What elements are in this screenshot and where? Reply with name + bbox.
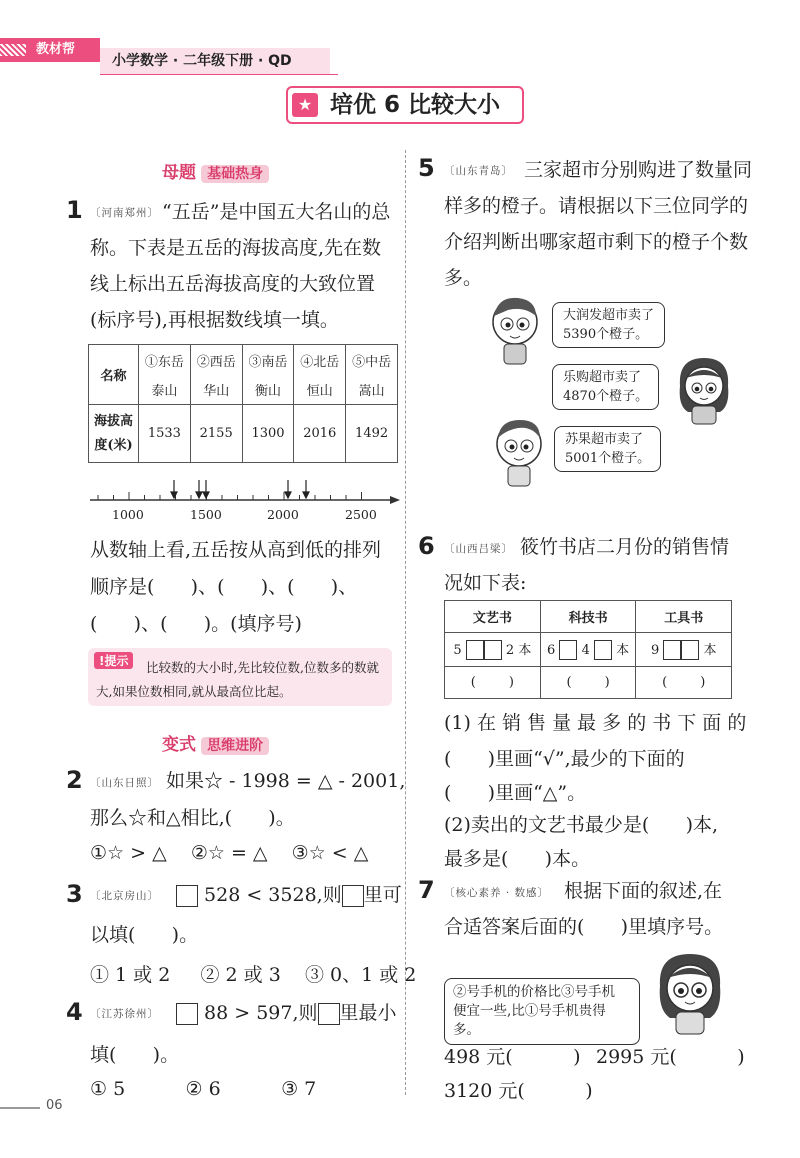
question-6-source: 〔山西吕梁〕 — [444, 543, 513, 555]
girl-icon — [674, 352, 734, 426]
section-advanced-tag: 思维进阶 — [201, 737, 269, 755]
question-4-line-2[interactable]: 填( )。 — [90, 1044, 180, 1066]
header-underline — [100, 74, 338, 75]
sales-head-1: 文艺书 — [445, 601, 541, 633]
question-7-line-2[interactable]: 合适答案后面的( )里填序号。 — [444, 916, 724, 938]
table-cell-name-3: ③南岳 衡山 — [242, 345, 294, 405]
question-2-options: ①☆ > △ ②☆ = △ ③☆ < △ — [90, 842, 369, 864]
table-head-height: 海拔高度(米) — [89, 405, 139, 463]
sales-blank-3[interactable]: ( ) — [636, 667, 732, 699]
axis-label-2000: 2000 — [267, 507, 299, 522]
question-number-1: 1 — [66, 196, 83, 224]
question-6-part-1-line-3[interactable]: ( )里画“△”。 — [444, 782, 587, 804]
answer-3120[interactable]: 3120 元( ) — [444, 1080, 593, 1102]
question-3-line-2[interactable]: 以填( )。 — [90, 924, 199, 946]
sales-head-2: 科技书 — [540, 601, 636, 633]
section-advanced — [162, 730, 269, 755]
axis-label-1500: 1500 — [190, 507, 222, 522]
sales-blank-2[interactable]: ( ) — [540, 667, 636, 699]
question-number-4: 4 — [66, 998, 83, 1026]
axis-label-2500: 2500 — [345, 507, 377, 522]
digit-box[interactable] — [176, 885, 198, 907]
question-2-line-2[interactable]: 那么☆和△相比,( )。 — [90, 807, 295, 829]
question-3-source: 〔北京房山〕 — [90, 890, 159, 902]
question-5-source: 〔山东青岛〕 — [444, 165, 513, 177]
question-7-line-1: 根据下面的叙述,在 — [564, 880, 723, 902]
page-title: 培优 6 比较大小 — [330, 92, 501, 118]
question-6-part-2-line-1[interactable]: (2)卖出的文艺书最少是( )本, — [444, 814, 719, 836]
table-cell-height-1: 1533 — [139, 405, 191, 463]
table-cell-name-4: ④北岳 恒山 — [294, 345, 346, 405]
page-number: 06 — [46, 1098, 63, 1113]
table-cell-name-5: ⑤中岳 嵩山 — [346, 345, 398, 405]
question-1-source: 〔河南郑州〕 — [90, 207, 159, 219]
question-2-source: 〔山东日照〕 — [90, 777, 159, 789]
section-advanced-label: 变式 — [162, 735, 196, 755]
question-4-line-1: 88 > 597,则 里最小 — [176, 998, 397, 1025]
sales-cell-science: 6 4 本 — [540, 633, 636, 667]
sales-cell-tools: 9 本 — [636, 633, 732, 667]
answer-498[interactable]: 498 元( ) — [444, 1046, 581, 1068]
question-1-body: “五岳”是中国五大名山的总称。下表是五岳的海拔高度,先在数线上标出五岳海拔高度的大致位置(标序号),再根据数线填一填。 — [90, 201, 391, 331]
question-4-options: ① 5 ② 6 ③ 7 — [90, 1078, 317, 1100]
speech-bubble-phone: ②号手机的价格比③号手机 便宜一些,比①号手机贵得多。 — [444, 978, 640, 1045]
question-1-line-1: 从数轴上看,五岳按从高到低的排列 — [90, 539, 382, 561]
header-subtitle: 小学数学 · 二年级下册 · QD — [112, 53, 292, 69]
question-6-line-2: 况如下表: — [444, 572, 527, 594]
sales-head-3: 工具书 — [636, 601, 732, 633]
header-stripe — [0, 44, 26, 56]
question-6-part-1-line-2[interactable]: ( )里画“√”,最少的下面的 — [444, 748, 685, 770]
question-number-7: 7 — [418, 876, 435, 904]
table-cell-height-2: 2155 — [190, 405, 242, 463]
footer-line — [0, 1107, 40, 1109]
star-icon: ★ — [292, 93, 318, 117]
section-basic-label: 母题 — [162, 163, 196, 183]
question-3-line-1: 528 < 3528,则 里可 — [176, 880, 402, 907]
question-number-5: 5 — [418, 154, 435, 182]
question-6-part-2-line-2[interactable]: 最多是( )本。 — [444, 848, 591, 870]
question-4-source: 〔江苏徐州〕 — [90, 1008, 159, 1020]
table-cell-height-4: 2016 — [294, 405, 346, 463]
question-7-source: 〔核心素养 · 数感〕 — [444, 887, 550, 899]
digit-box[interactable] — [318, 1003, 340, 1025]
arrow-down-icon — [171, 480, 309, 498]
question-5-text: 三家超市分别购进了数量同样多的橙子。请根据以下三位同学的介绍判断出哪家超市剩下的橙子个数多。 — [444, 159, 753, 289]
tip-tag: !提示 — [94, 652, 133, 669]
question-number-3: 3 — [66, 880, 83, 908]
sales-cell-literature: 5 2 本 — [445, 633, 541, 667]
speech-bubble-3: 苏果超市卖了 5001个橙子。 — [554, 426, 661, 472]
tip-text: 比较数的大小时,先比较位数,位数多的数就大,如果位数相同,就从最高位比起。 — [96, 660, 379, 699]
question-3-options: ① 1 或 2 ② 2 或 3 ③ 0、1 或 2 — [90, 964, 417, 986]
question-number-6: 6 — [418, 532, 435, 560]
section-basic-tag: 基础热身 — [201, 165, 269, 183]
table-cell-name-2: ②西岳 华山 — [190, 345, 242, 405]
question-6-line-1: 筱竹书店二月份的销售情 — [520, 536, 730, 558]
girl-icon — [650, 946, 730, 1036]
section-basic — [162, 158, 269, 183]
digit-box[interactable] — [342, 885, 364, 907]
question-2-line-1: 如果☆ - 1998 = △ - 2001, — [166, 770, 406, 792]
boy-icon — [488, 294, 546, 366]
table-head-name: 名称 — [89, 345, 139, 405]
question-6-part-1-line-1: (1) 在 销 售 量 最 多 的 书 下 面 的 — [444, 712, 747, 734]
table-cell-name-1: ①东岳 泰山 — [139, 345, 191, 405]
speech-bubble-2: 乐购超市卖了 4870个橙子。 — [552, 364, 659, 410]
column-divider — [405, 150, 406, 1095]
sales-table — [444, 600, 732, 699]
answer-2995[interactable]: 2995 元( ) — [596, 1046, 745, 1068]
mountains-table — [88, 344, 398, 463]
digit-box[interactable] — [176, 1003, 198, 1025]
table-cell-height-3: 1300 — [242, 405, 294, 463]
header-tag: 教材帮 — [0, 38, 100, 62]
question-1-line-2[interactable]: 顺序是( )、( )、( )、 — [90, 576, 358, 598]
boy-icon — [492, 416, 550, 488]
question-1-line-3[interactable]: ( )、( )。(填序号) — [90, 613, 302, 635]
table-cell-height-5: 1492 — [346, 405, 398, 463]
sales-blank-1[interactable]: ( ) — [445, 667, 541, 699]
question-number-2: 2 — [66, 766, 83, 794]
axis-label-1000: 1000 — [112, 507, 144, 522]
speech-bubble-1: 大润发超市卖了 5390个橙子。 — [552, 302, 665, 348]
